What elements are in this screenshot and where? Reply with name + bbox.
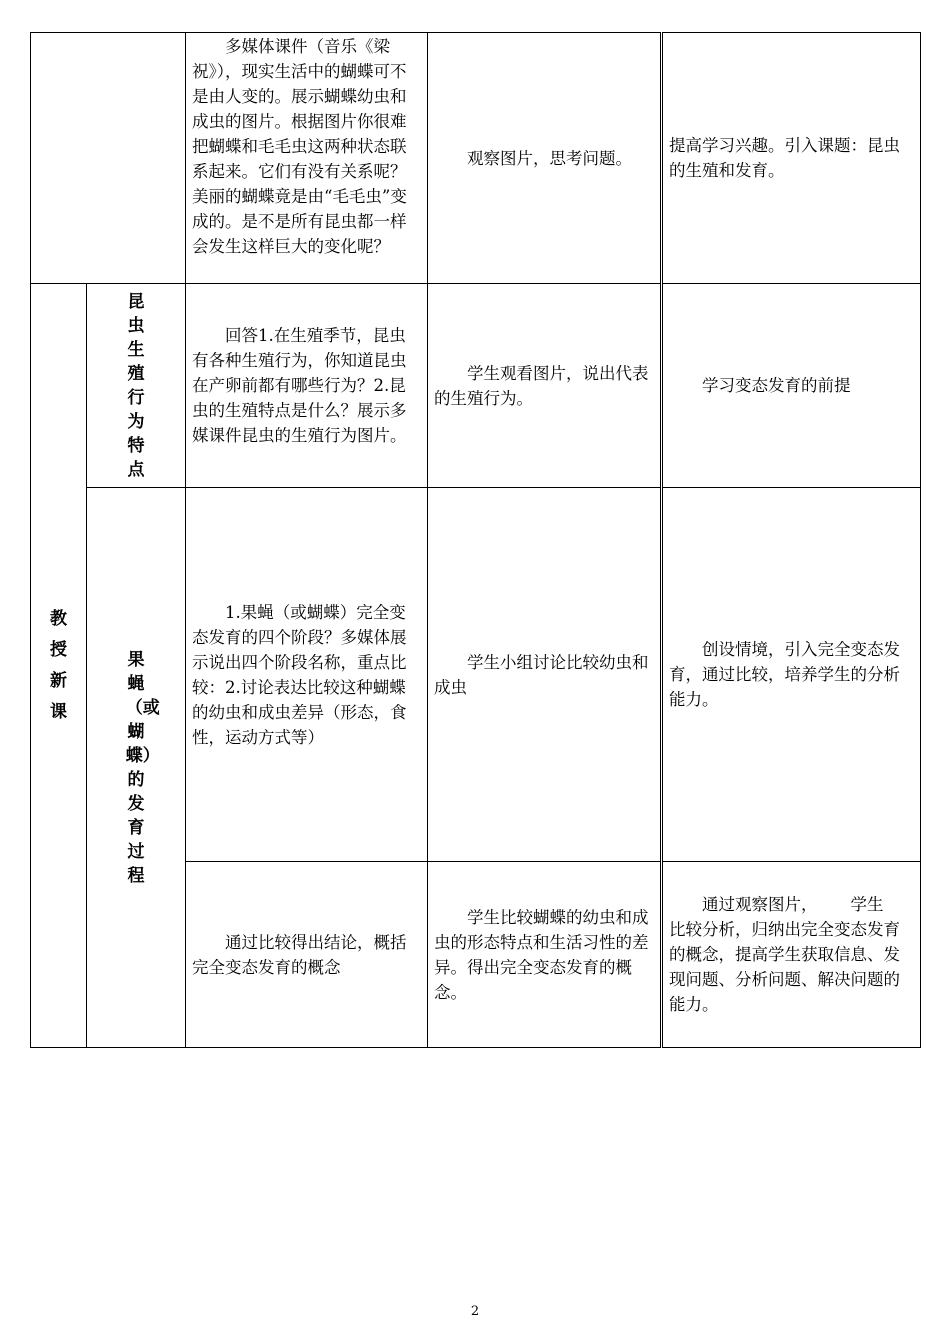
design-purpose-cell [662,862,921,1048]
conclusion-student-text: 学生比较蝴蝶的幼虫和成虫的形态特点和生活习性的差异。得出完全变态发育的概念。 [434,907,649,1002]
conclusion-purpose-lead-text: 通过观察图片， [702,895,818,914]
development-topic: 果蝇（或蝴蝶）的发育过程 [125,649,160,886]
teacher-activity-cell [186,488,428,862]
empty-label-cell [31,33,186,284]
student-activity-cell [428,284,662,488]
page-number: 2 [470,1304,480,1319]
lesson-plan-table [30,32,921,1048]
conclusion-purpose-overlap: 学生 [850,895,884,914]
teacher-activity-cell [186,284,428,488]
topic-cell [87,284,186,488]
student-activity-cell [428,488,662,862]
student-activity-cell [428,862,662,1048]
intro-student-text: 观察图片，思考问题。 [467,148,632,168]
section-label: 教授新课 [49,608,67,722]
topic-cell [87,488,186,1048]
reproduction-purpose-text: 学习变态发育的前提 [702,376,851,395]
design-purpose-cell [662,488,921,862]
reproduction-student-text: 学生观看图片，说出代表的生殖行为。 [434,363,649,408]
intro-purpose-text: 提高学习兴趣。引入课题：昆虫的生殖和发育。 [669,136,900,180]
student-activity-cell [428,33,662,284]
development-student-text: 学生小组讨论比较幼虫和成虫 [434,652,649,697]
conclusion-purpose-text: 比较分析，归纳出完全变态发育的概念，提高学生获取信息、发现问题、分析问题、解决问题的能力。 [669,920,900,1014]
section-label-cell [31,284,87,1048]
design-purpose-cell [662,284,921,488]
table-row [31,488,921,862]
table-row [31,33,921,284]
reproduction-teacher-text: 回答1.在生殖季节，昆虫有各种生殖行为，你知道昆虫在产卵前都有哪些行为？2.昆虫的生殖特点是什么？展示多媒课件昆虫的生殖行为图片。 [192,326,407,445]
teacher-activity-cell [186,33,428,284]
intro-teacher-text: 多媒体课件（音乐《梁祝》），现实生活中的蝴蝶可不是由人变的。展示蝴蝶幼虫和成虫的图片。根据图片你很难把蝴蝶和毛毛虫这两种状态联系起来。它们有没有关系呢？美丽的蝴蝶竟是由“毛毛虫”变成的。是不是所有昆虫都一样会发生这样巨大的变化呢？ [192,37,407,256]
reproduction-topic: 昆虫生殖行为特点 [127,291,145,480]
development-teacher-text: 1.果蝇（或蝴蝶）完全变态发育的四个阶段？多媒体展示说出四个阶段名称，重点比较：2.讨论表达比较这种蝴蝶的幼虫和成虫差异（形态，食性，运动方式等） [192,602,407,747]
teacher-activity-cell [186,862,428,1048]
table-row [31,284,921,488]
design-purpose-cell [662,33,921,284]
conclusion-purpose-lead [669,892,914,917]
development-purpose-text: 创设情境，引入完全变态发育，通过比较，培养学生的分析能力。 [669,640,900,709]
conclusion-teacher-text: 通过比较得出结论，概括完全变态发育的概念 [192,932,407,977]
